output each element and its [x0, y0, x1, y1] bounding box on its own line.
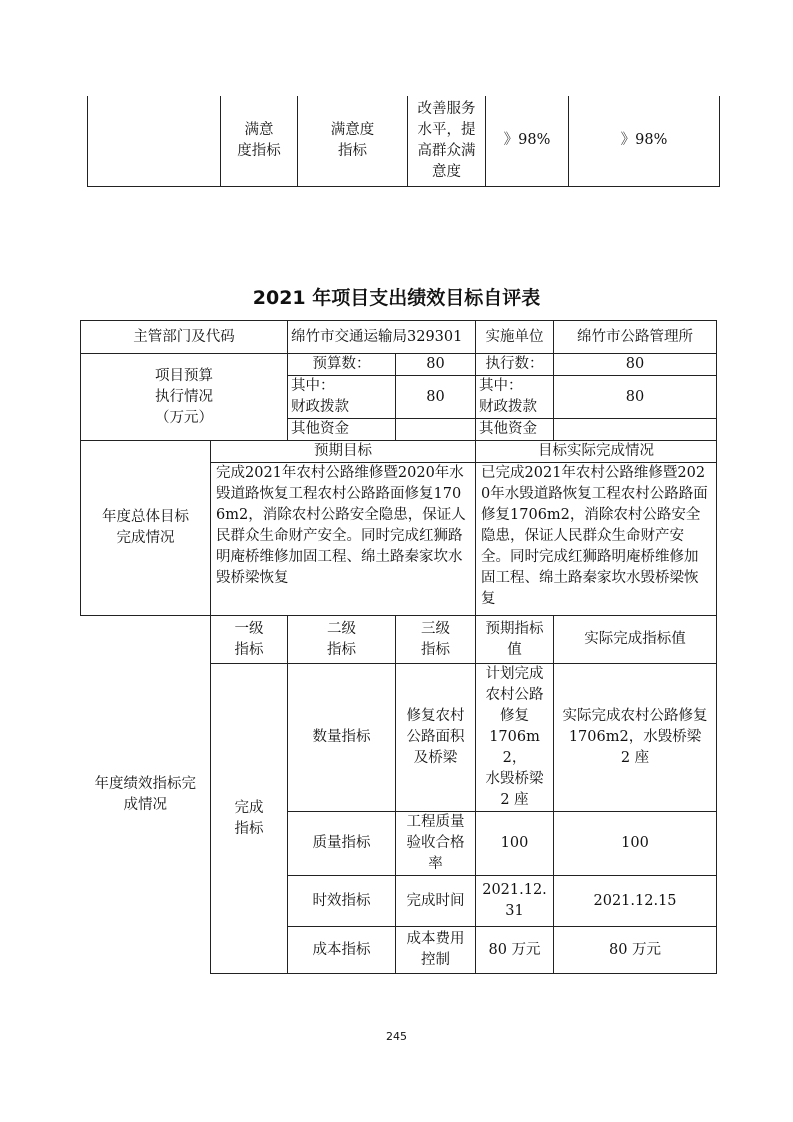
col-level2-header: 二级 指标	[288, 616, 396, 664]
impl-label: 实施单位	[476, 321, 554, 354]
empty-first-level-cell	[88, 96, 221, 186]
other-funds-exec	[554, 419, 717, 441]
impl-value: 绵竹市公路管理所	[554, 321, 717, 354]
budget-label: 项目预算 执行情况 （万元）	[81, 354, 288, 441]
fiscal-budget-value: 80	[396, 376, 476, 419]
perf-indicator-label: 年度绩效指标完 成情况	[81, 616, 211, 974]
page-number: 245	[386, 1030, 407, 1043]
quality-expected: 100	[476, 812, 554, 876]
page-title: 2021 年项目支出绩效目标自评表	[252, 287, 541, 309]
col-actual-header: 实际完成指标值	[554, 616, 717, 664]
satisfaction-level2-cell: 满意度 指标	[298, 96, 408, 186]
dept-value: 绵竹市交通运输局329301	[288, 321, 476, 354]
expected-goal-header: 预期目标	[211, 441, 476, 463]
satisfaction-level3-cell: 改善服务 水平，提 高群众满 意度	[408, 96, 486, 186]
exec-count-value: 80	[554, 354, 717, 376]
timeliness-actual: 2021.12.15	[554, 876, 717, 927]
budget-count-value: 80	[396, 354, 476, 376]
actual-goal-text: 已完成2021年农村公路维修暨2020年水毁道路恢复工程农村公路路面修复1706m2，消除农村公路安全隐患，保证人民群众生命财产安全。同时完成红狮路明庵桥维修加固工程、绵土路秦家坎水毁桥梁恢复	[476, 463, 717, 616]
budget-count-label: 预算数：	[288, 354, 396, 376]
quantity-expected: 计划完成 农村公路 修复 1706m2， 水毁桥梁 2 座	[476, 664, 554, 812]
other-funds-budget	[396, 419, 476, 441]
annual-goal-label: 年度总体目标 完成情况	[81, 441, 211, 616]
completion-indicator-label: 完成 指标	[211, 664, 288, 974]
col-level3-header: 三级 指标	[396, 616, 476, 664]
quantity-actual: 实际完成农村公路修复 1706m2，水毁桥梁 2 座	[554, 664, 717, 812]
col-level1-header: 一级 指标	[211, 616, 288, 664]
quality-actual: 100	[554, 812, 717, 876]
satisfaction-expected-cell: 》98%	[486, 96, 569, 186]
actual-goal-header: 目标实际完成情况	[476, 441, 717, 463]
cost-level3: 成本费用 控制	[396, 927, 476, 974]
quantity-level3: 修复农村 公路面积 及桥梁	[396, 664, 476, 812]
continued-indicator-table	[87, 96, 720, 187]
cost-actual: 80 万元	[554, 927, 717, 974]
performance-evaluation-table	[80, 320, 717, 974]
other-funds-label: 其他资金	[288, 419, 396, 441]
timeliness-level3: 完成时间	[396, 876, 476, 927]
other-funds-exec-label: 其他资金	[476, 419, 554, 441]
satisfaction-level1-cell: 满意 度指标	[221, 96, 298, 186]
col-expected-header: 预期指标 值	[476, 616, 554, 664]
expected-goal-text: 完成2021年农村公路维修暨2020年水毁道路恢复工程农村公路路面修复1706m2，消除农村公路安全隐患，保证人民群众生命财产安全。同时完成红狮路明庵桥维修加固工程、绵土路秦家坎水毁桥梁恢复	[211, 463, 476, 616]
quality-level2: 质量指标	[288, 812, 396, 876]
fiscal-budget-label: 其中： 财政拨款	[288, 376, 396, 419]
satisfaction-actual-cell: 》98%	[569, 96, 720, 186]
cost-level2: 成本指标	[288, 927, 396, 974]
dept-label: 主管部门及代码	[81, 321, 288, 354]
fiscal-exec-value: 80	[554, 376, 717, 419]
fiscal-exec-label: 其中： 财政拨款	[476, 376, 554, 419]
timeliness-expected: 2021.12. 31	[476, 876, 554, 927]
quantity-level2: 数量指标	[288, 664, 396, 812]
timeliness-level2: 时效指标	[288, 876, 396, 927]
quality-level3: 工程质量 验收合格 率	[396, 812, 476, 876]
exec-count-label: 执行数：	[476, 354, 554, 376]
cost-expected: 80 万元	[476, 927, 554, 974]
